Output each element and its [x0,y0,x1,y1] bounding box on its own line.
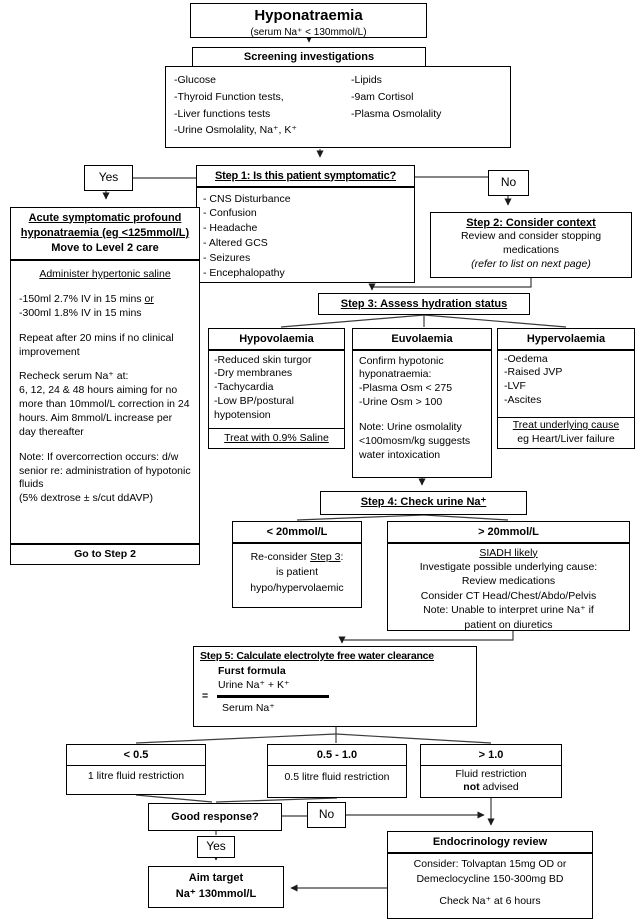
hypovolaemia-item: -Low BP/postural hypotension [214,395,294,421]
hypovolaemia-item: -Tachycardia [214,381,274,394]
screening-item: -Urine Osmolality, Na⁺, K⁺ [174,124,297,137]
hypervolaemia-header: Hypervolaemia [498,329,634,351]
acute-recheck-line1: Recheck serum Na⁺ at: [19,370,129,383]
endocrinology-line2: Demeclocycline 150-300mg BD [416,872,564,885]
urine-over-20-header: > 20mmol/L [388,522,629,544]
ratio-05-to-1-box [267,744,407,798]
urine-over-20-box [387,521,630,631]
screening-header-box [192,47,426,67]
endocrinology-header: Endocrinology review [388,832,592,854]
step2-body: Review and consider stopping medications [460,230,602,256]
euvolaemia-box [352,328,492,478]
hypervolaemia-treatment: Treat underlying cause [512,419,620,432]
ratio-05-to-1-body: 0.5 litre fluid restriction [284,770,390,783]
urine-over-20-line5: Note: Unable to interpret urine Na⁺ if [423,604,594,617]
formula-equals-row [202,689,470,702]
hypervolaemia-item: -Raised JVP [504,366,563,379]
urine-under-20-header: < 20mmol/L [233,522,361,544]
endocrinology-line1: Consider: Tolvaptan 15mg OD or [413,857,567,870]
siadh-likely: SIADH likely [479,546,538,559]
aim-target-box [148,866,284,908]
ratio-under-05-box [66,744,206,795]
good-response-label: Good response? [171,810,259,823]
hypervolaemia-item: -LVF [504,380,526,393]
yes-label: Yes [98,170,119,185]
urine-under-20-line3: hypo/hypervolaemic [250,582,344,595]
yes-response-box [197,836,235,858]
or-connector: or [144,293,154,306]
ratio-under-05-body: 1 litre fluid restriction [87,769,185,782]
ratio-over-1-line1: Fluid restriction [455,767,527,780]
step3-header: Step 3: Assess hydration status [340,297,508,310]
hypervolaemia-item: -Oedema [504,352,548,365]
hypervolaemia-box [497,328,635,449]
hypervolaemia-treatment-example: eg Heart/Liver failure [517,433,615,446]
euvolaemia-line2: -Plasma Osm < 275 [359,382,453,395]
acute-repeat-note: Repeat after 20 mins if no clinical improvement [19,331,174,358]
ratio-under-05-header: < 0.5 [67,745,205,766]
step1-symptom: - Altered GCS [203,237,268,250]
step5-box [193,646,477,727]
yes-label: Yes [206,839,226,854]
endocrinology-line3: Check Na⁺ at 6 hours [439,894,541,907]
hypervolaemia-item: -Ascites [504,394,542,407]
euvolaemia-note: Note: Urine osmolality <100mosm/kg suggests water intoxication [359,420,471,461]
aim-target-line2: Na⁺ 130mmol/L [175,888,257,900]
step4-box [320,491,527,515]
step3-reference: Step 3 [310,550,341,563]
acute-saline-option1: -150ml 2.7% IV in 15 mins or [19,293,154,306]
step1-symptom: - CNS Disturbance [203,192,291,205]
urine-under-20-line1: Re-consider Step 3: [250,550,344,563]
good-response-box [148,803,282,831]
urine-over-20-line3: Review medications [461,575,556,588]
yes-branch-box [84,165,133,191]
screening-right-column [351,72,441,122]
equals-sign: = [202,689,209,702]
acute-recheck-line2: 6, 12, 24 & 48 hours aiming for no more than 10mmol/L correction in 24 hours. Aim 8mmol/L increase per day thereafter [19,384,190,438]
hypovolaemia-box [208,328,345,449]
step1-symptom: - Confusion [203,207,257,220]
step3-box [318,293,530,315]
hypovolaemia-treatment: Treat with 0.9% Saline [209,428,344,448]
acute-header-line1: Acute symptomatic profound [28,211,182,224]
ratio-over-1-box [420,744,562,798]
step2-note: (refer to list on next page) [471,257,591,270]
screening-item: -9am Cortisol [351,90,414,103]
acute-saline-heading: Administer hypertonic saline [39,268,171,281]
screening-item: -Glucose [174,74,217,86]
endocrinology-review-box [387,831,593,919]
urine-under-20-line2: is patient [275,566,319,579]
acute-overcorrection-note: Note: If overcorrection occurs: d/w senior re: administration of hypotonic fluids [19,450,191,491]
no-response-box [307,802,346,828]
step1-symptom: - Encephalopathy [203,267,285,280]
ratio-05-to-1-header: 0.5 - 1.0 [268,745,406,766]
hypovolaemia-item: -Dry membranes [214,367,293,380]
acute-saline-option2: -300ml 1.8% IV in 15 mins [19,306,142,319]
hypovolaemia-header: Hypovolaemia [209,329,344,351]
no-label: No [500,175,517,190]
screening-header: Screening investigations [243,51,375,63]
screening-item: -Liver functions tests [174,107,271,120]
furst-formula-label: Furst formula [218,664,286,677]
no-branch-box [488,170,529,196]
formula-numerator: Urine Na⁺ + K⁺ [218,678,290,691]
title-box [190,3,427,38]
urine-over-20-line2: Investigate possible underlying cause: [419,561,598,573]
step1-symptom: - Headache [203,222,258,235]
euvolaemia-header: Euvolaemia [353,329,491,351]
screening-item: -Lipids [351,74,382,86]
hypovolaemia-item: -Reduced skin turgor [214,353,312,366]
ratio-over-1-header: > 1.0 [421,745,561,766]
urine-over-20-line4: Consider CT Head/Chest/Abdo/Pelvis [420,589,597,602]
euvolaemia-line1: Confirm hypotonic hyponatraemia: [359,354,444,381]
acute-hyponatraemia-box [10,207,200,565]
urine-over-20-line6: patient on diuretics [464,618,553,631]
no-label: No [318,807,335,822]
acute-overcorrection-detail: (5% dextrose ± s/cut ddAVP) [19,492,153,505]
aim-target-line1: Aim target [188,872,244,885]
step2-header: Step 2: Consider context [466,216,596,229]
acute-footer-goto-step2: Go to Step 2 [11,543,199,564]
step5-header: Step 5: Calculate electrolyte free water clearance [200,650,434,662]
screening-investigations-box [165,66,511,148]
fraction-bar [217,695,329,698]
acute-header-line2: hyponatraemia (eg <125mmol/L) [20,226,190,239]
ratio-over-1-line2: not advised [463,781,519,794]
page-title: Hyponatraemia [254,7,363,24]
step2-box [430,212,632,278]
euvolaemia-line3: -Urine Osm > 100 [359,396,443,409]
screening-item: -Thyroid Function tests, [174,90,284,103]
title-subtext: (serum Na⁺ < 130mmol/L) [250,26,367,38]
screening-item: -Plasma Osmolality [351,107,442,120]
step1-box [196,165,415,283]
acute-header-line3: Move to Level 2 care [51,242,159,255]
step4-header: Step 4: Check urine Na⁺ [360,496,487,508]
screening-left-column [174,72,297,139]
step1-symptom: - Seizures [203,252,251,265]
formula-denominator: Serum Na⁺ [222,701,275,714]
step1-header: Step 1: Is this patient symptomatic? [197,166,414,188]
urine-under-20-box [232,521,362,608]
